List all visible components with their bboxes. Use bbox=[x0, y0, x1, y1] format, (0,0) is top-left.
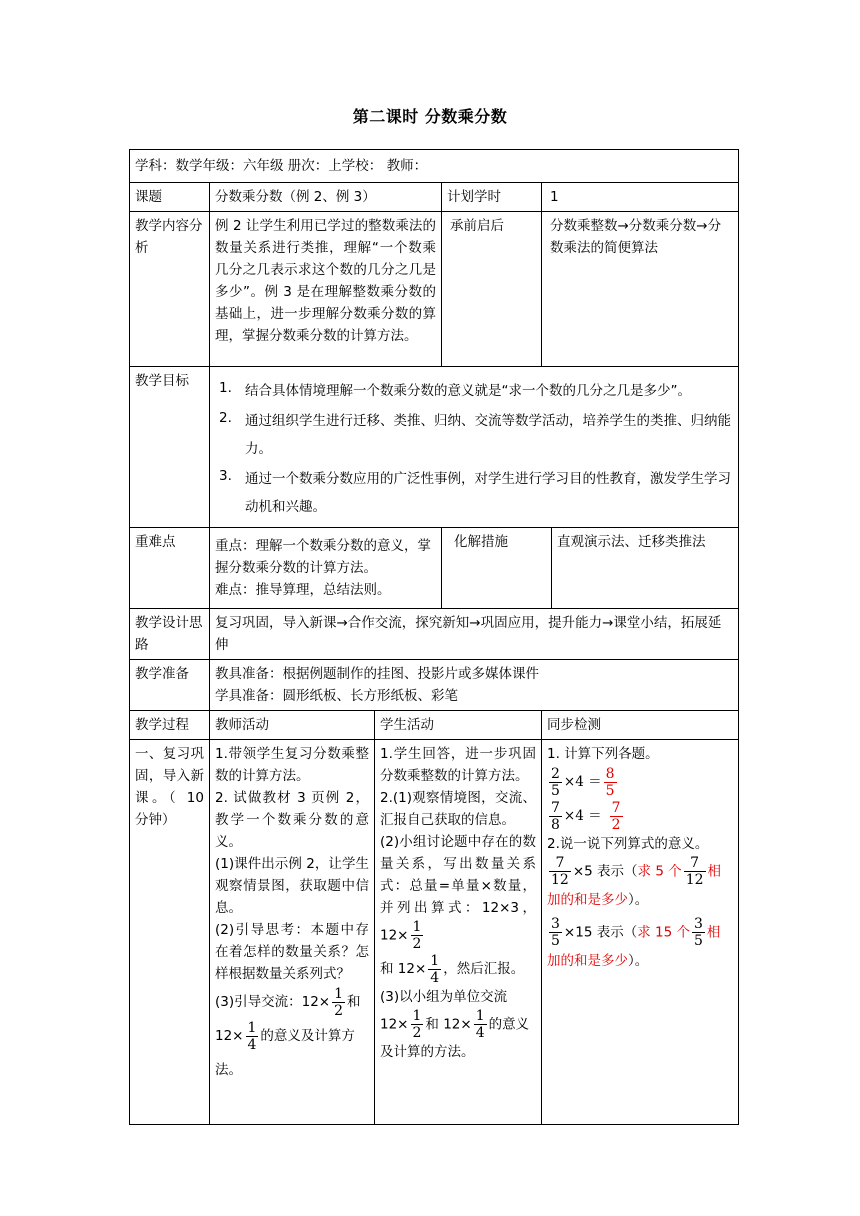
prep-text bbox=[210, 660, 739, 711]
answer-fraction bbox=[610, 800, 623, 833]
hours-label: 计划学时 bbox=[442, 183, 542, 212]
sync-check bbox=[542, 740, 739, 1125]
meaning-close: ）。 bbox=[628, 953, 649, 969]
goal-text: 通过组织学生进行迁移、类推、归纳、交流等数学活动，培养学生的类推、归纳能力。 bbox=[245, 413, 731, 457]
answer-text: 相加的和是多少 bbox=[547, 863, 722, 908]
fraction-numerator: 3 bbox=[693, 916, 703, 932]
prep-label: 教学准备 bbox=[130, 660, 210, 711]
teacher-activity bbox=[210, 740, 375, 1125]
check-question: 1. 计算下列各题。 bbox=[547, 746, 659, 762]
fraction bbox=[411, 919, 424, 952]
goals-list bbox=[210, 367, 739, 528]
goal-item bbox=[215, 377, 733, 405]
calc-item bbox=[547, 765, 733, 799]
hard-point: 难点：推导算理，总结法则。 bbox=[215, 582, 391, 598]
goal-number: 1. bbox=[219, 380, 232, 396]
fraction bbox=[474, 1008, 487, 1041]
student-text: (3)以小组为单位交流 12× bbox=[380, 989, 508, 1033]
fraction-denominator: 4 bbox=[247, 1036, 257, 1053]
topic-label: 课题 bbox=[130, 183, 210, 212]
fraction-numerator: 3 bbox=[551, 916, 560, 932]
student-activity bbox=[375, 740, 542, 1125]
fraction-numerator: 7 bbox=[684, 855, 706, 872]
meaning-item bbox=[547, 916, 733, 973]
answer-text: 求 5 个 bbox=[637, 863, 682, 880]
teacher-step: (2)引导思考：本题中存在着怎样的数量关系？怎样根据数量关系列式？ bbox=[215, 922, 369, 982]
lesson-plan-table bbox=[129, 149, 739, 1125]
col-check-heading: 同步检测 bbox=[542, 711, 739, 740]
link-label: 承前启后 bbox=[442, 212, 542, 367]
teacher-step bbox=[215, 985, 369, 1019]
fraction-numerator: 7 bbox=[549, 855, 571, 872]
fraction-denominator: 2 bbox=[412, 1025, 422, 1041]
fraction-numerator: 1 bbox=[247, 1019, 257, 1036]
goals-label: 教学目标 bbox=[130, 367, 210, 528]
fraction-numerator: 8 bbox=[605, 765, 615, 782]
teacher-text: 12× bbox=[215, 1028, 244, 1044]
fraction-denominator: 4 bbox=[475, 1025, 485, 1041]
student-text: 和 12× bbox=[380, 961, 427, 977]
fraction bbox=[549, 855, 571, 888]
goal-number: 2. bbox=[219, 410, 232, 426]
col-teacher-heading: 教师活动 bbox=[210, 711, 375, 740]
student-text: 和 12× bbox=[425, 1016, 472, 1033]
calc-item bbox=[547, 799, 733, 833]
fraction-denominator: 8 bbox=[551, 816, 560, 833]
stage-text: 一、复习巩固，导入新课。（ 10 分钟） bbox=[130, 740, 210, 1125]
fraction bbox=[549, 916, 562, 949]
student-step: 2.(1)观察情境图，交流、汇报自己获取的信息。 bbox=[380, 790, 536, 828]
teacher-text: 和 bbox=[347, 994, 361, 1010]
fraction-numerator: 2 bbox=[551, 765, 560, 782]
meaning-item bbox=[547, 855, 733, 912]
student-text: ，然后汇报。 bbox=[443, 961, 525, 977]
student-step bbox=[380, 952, 536, 986]
teacher-step: 1.带领学生复习分数乘整数的计算方法。 bbox=[215, 746, 369, 784]
analysis-text: 例 2 让学生利用已学过的整数乘法的数量关系进行类推，理解“一个数乘几分之几表示求这个数的几分之几是多少”。例 3 是在理解整数乘分数的基础上，进一步理解分数乘分数的算理，掌握分数乘分数的计算方法。 bbox=[210, 212, 442, 367]
fraction-numerator: 7 bbox=[611, 799, 621, 816]
fraction-denominator: 12 bbox=[685, 872, 704, 888]
topic-value: 分数乘分数（例 2、例 3） bbox=[210, 183, 442, 212]
meaning-expr: ×5 表示（ bbox=[572, 863, 638, 880]
measure-text: 直观演示法、迁移类推法 bbox=[552, 528, 739, 609]
key-point: 重点：理解一个数乘分数的意义，掌握分数乘分数的计算方法。 bbox=[215, 538, 431, 576]
prep-student: 学具准备：圆形纸板、长方形纸板、彩笔 bbox=[215, 688, 458, 704]
student-text: 的意义及计算的方法。 bbox=[380, 1016, 530, 1060]
header-line: 学科：数学年级：六年级 册次：上学校： 教师： bbox=[130, 150, 739, 183]
col-student-heading: 学生活动 bbox=[375, 711, 542, 740]
check-question: 2.说一说下列算式的意义。 bbox=[547, 836, 709, 852]
difficulty-text bbox=[210, 528, 442, 609]
goal-text: 通过一个数乘分数应用的广泛性事例，对学生进行学习目的性教育，激发学生学习动机和兴趣。 bbox=[245, 471, 731, 515]
fraction-denominator: 4 bbox=[430, 969, 440, 986]
teacher-step bbox=[215, 1019, 369, 1087]
student-step bbox=[380, 831, 536, 952]
answer-fraction bbox=[604, 766, 617, 799]
student-step bbox=[380, 986, 536, 1063]
fraction bbox=[549, 800, 562, 833]
goal-item bbox=[215, 465, 733, 521]
fraction-denominator: 2 bbox=[611, 816, 621, 833]
calc-operator: ×4 ＝ bbox=[563, 774, 602, 790]
student-step: 1.学生回答，进一步巩固分数乘整数的计算方法。 bbox=[380, 746, 536, 784]
goal-number: 3. bbox=[219, 468, 232, 484]
answer-text: 求 15 个 bbox=[637, 924, 690, 941]
fraction-denominator: 12 bbox=[551, 872, 569, 888]
fraction-denominator: 5 bbox=[693, 933, 703, 949]
goal-text: 结合具体情境理解一个数乘分数的意义就是“求一个数的几分之几是多少”。 bbox=[245, 383, 691, 399]
design-text: 复习巩固，导入新课→合作交流，探究新知→巩固应用，提升能力→课堂小结，拓展延伸 bbox=[210, 609, 739, 660]
fraction bbox=[246, 1020, 259, 1053]
fraction-denominator: 2 bbox=[412, 936, 422, 952]
fraction bbox=[684, 855, 706, 888]
teacher-step: (1)课件出示例 2，让学生观察情景图，获取题中信息。 bbox=[215, 856, 369, 916]
teacher-text: 的意义及计算方法。 bbox=[215, 1028, 355, 1078]
measure-label: 化解措施 bbox=[442, 528, 552, 609]
analysis-label: 教学内容分析 bbox=[130, 212, 210, 367]
teacher-text: (3)引导交流：12× bbox=[215, 994, 331, 1010]
meaning-close: ）。 bbox=[628, 892, 649, 908]
fraction bbox=[428, 953, 441, 986]
student-text: (2)小组讨论题中存在的数量关系，写出数量关系式：总量=单量×数量，并列出算式：12×3，12× bbox=[380, 834, 536, 944]
calc-operator: ×4 ＝ bbox=[563, 808, 602, 824]
fraction-denominator: 5 bbox=[605, 782, 615, 799]
page-title: 第二课时 分数乘分数 bbox=[352, 107, 508, 126]
fraction bbox=[411, 1008, 424, 1041]
fraction bbox=[332, 986, 345, 1019]
goal-item bbox=[215, 407, 733, 463]
answer-text: 相加的和是多少 bbox=[547, 924, 721, 969]
fraction-numerator: 1 bbox=[412, 1008, 422, 1024]
fraction-denominator: 2 bbox=[334, 1002, 344, 1019]
fraction bbox=[549, 766, 562, 799]
design-label: 教学设计思路 bbox=[130, 609, 210, 660]
prep-teacher: 教具准备：根据例题制作的挂图、投影片或多媒体课件 bbox=[215, 666, 539, 682]
link-text: 分数乘整数→分数乘分数→分数乘法的简便算法 bbox=[542, 212, 739, 367]
process-label: 教学过程 bbox=[130, 711, 210, 740]
teacher-step: 2. 试做教材 3 页例 2，教学一个数乘分数的意义。 bbox=[215, 790, 369, 850]
fraction-numerator: 1 bbox=[334, 985, 344, 1002]
meaning-expr: ×15 表示（ bbox=[563, 924, 638, 941]
fraction bbox=[692, 916, 705, 949]
fraction-numerator: 1 bbox=[412, 919, 422, 935]
fraction-numerator: 7 bbox=[551, 799, 560, 816]
fraction-denominator: 5 bbox=[551, 933, 560, 949]
fraction-denominator: 5 bbox=[551, 782, 560, 799]
fraction-numerator: 1 bbox=[475, 1008, 485, 1024]
fraction-numerator: 1 bbox=[430, 952, 440, 969]
difficulty-label: 重难点 bbox=[130, 528, 210, 609]
hours-value: 1 bbox=[542, 183, 739, 212]
